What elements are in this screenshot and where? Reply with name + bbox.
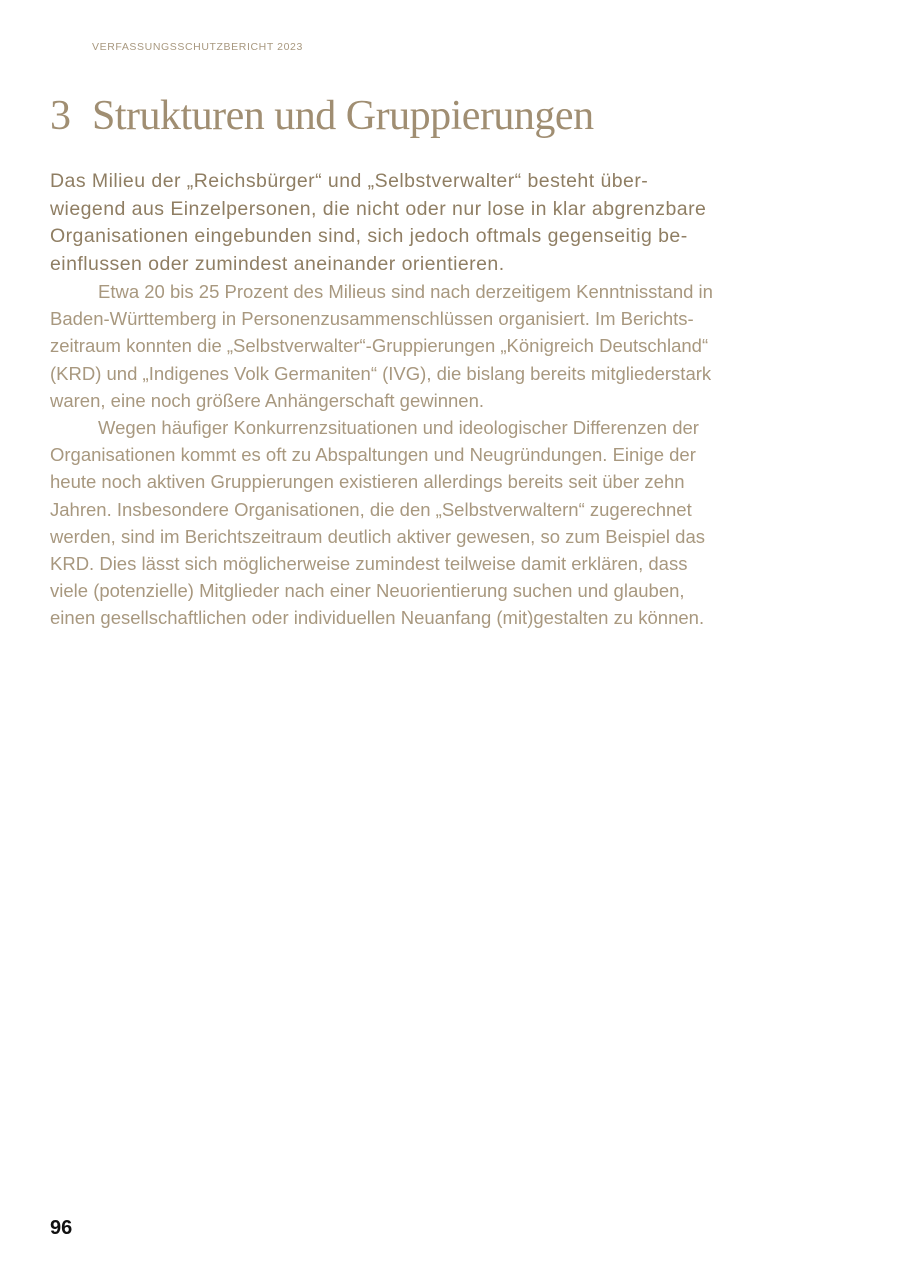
body-line: viele (potenzielle) Mitglieder nach einer Neuorientierung suchen und glauben,	[50, 580, 685, 602]
lead-line: Das Milieu der „Reichsbürger“ und „Selbstverwalter“ besteht über-	[50, 170, 649, 192]
lead-line: wiegend aus Einzelpersonen, die nicht oder nur lose in klar abgrenzbare	[50, 197, 707, 220]
body-line: (KRD) und „Indigenes Volk Germaniten“ (IVG), die bislang bereits mitgliederstark	[50, 362, 712, 384]
body-line: einen gesellschaftlichen oder individuellen Neuanfang (mit)gestalten zu können.	[50, 607, 705, 629]
body-paragraph-2	[50, 414, 810, 632]
body-line: Etwa 20 bis 25 Prozent des Milieus sind nach derzeitigem Kenntnisstand in	[98, 281, 713, 302]
body-line: Wegen häufiger Konkurrenzsituationen und ideologischer Differenzen der	[98, 417, 699, 439]
lead-line: Organisationen eingebunden sind, sich jedoch oftmals gegenseitig be-	[50, 225, 688, 247]
body-line: Baden-Württemberg in Personenzusammenschlüssen organisiert. Im Berichts-	[50, 308, 694, 330]
page-number: 96	[50, 1217, 73, 1239]
running-header: VERFASSUNGSSCHUTZBERICHT 2023	[92, 41, 303, 53]
body-line: Jahren. Insbesondere Organisationen, die den „Selbstverwaltern“ zugerechnet	[50, 498, 692, 520]
lead-paragraph	[50, 168, 810, 278]
chapter-number: 3	[50, 93, 71, 139]
body-line: waren, eine noch größere Anhängerschaft gewinnen.	[50, 389, 485, 411]
chapter-title-text: Strukturen und Gruppierungen	[92, 93, 594, 139]
body-line: zeitraum konnten die „Selbstverwalter“-Gruppierungen „Königreich Deutschland“	[50, 335, 709, 357]
main-content	[50, 168, 810, 632]
chapter-title	[50, 92, 594, 140]
body-line: heute noch aktiven Gruppierungen existieren allerdings bereits seit über zehn	[50, 471, 685, 493]
body-paragraph-1	[50, 278, 810, 414]
body-line: KRD. Dies lässt sich möglicherweise zumindest teilweise damit erklären, dass	[50, 553, 688, 575]
body-line: Organisationen kommt es oft zu Abspaltungen und Neugründungen. Einige der	[50, 444, 696, 466]
body-line: werden, sind im Berichtszeitraum deutlich aktiver gewesen, so zum Beispiel das	[50, 525, 705, 547]
lead-line: einflussen oder zumindest aneinander orientieren.	[50, 252, 505, 275]
